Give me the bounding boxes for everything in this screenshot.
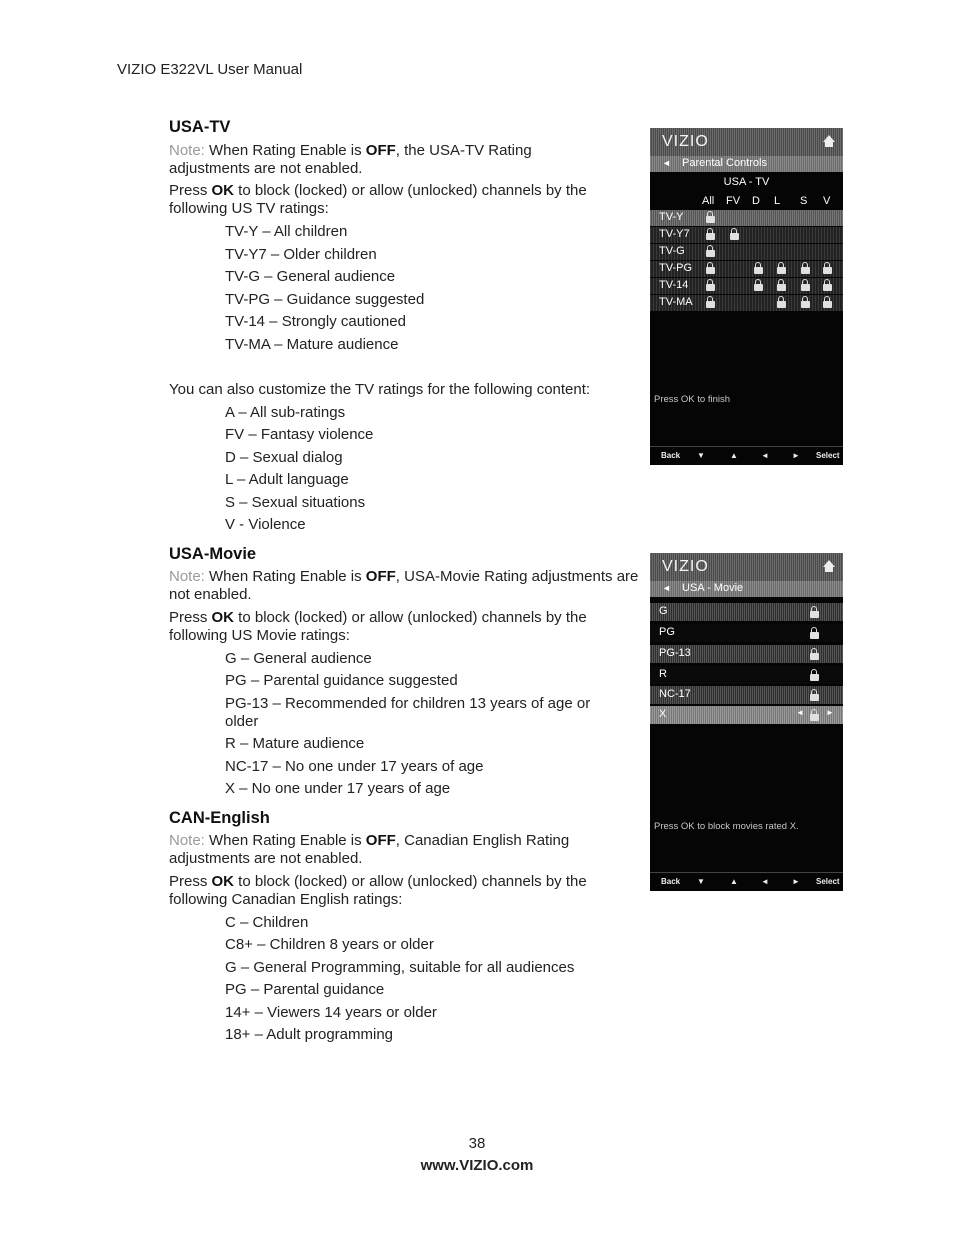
screen-subtitle: USA - TV — [723, 176, 770, 188]
breadcrumb — [650, 156, 843, 172]
movie-rating-row[interactable] — [650, 624, 843, 642]
rating-item: TV-G – General audience — [225, 268, 396, 285]
lock-icon[interactable] — [754, 284, 763, 293]
column-header: S — [800, 195, 808, 207]
column-header: All — [702, 195, 715, 207]
lock-icon[interactable] — [801, 267, 810, 276]
left-arrow-icon[interactable]: ◄ — [761, 451, 769, 460]
home-icon — [823, 560, 835, 567]
lock-icon[interactable] — [823, 267, 832, 276]
vizio-logo: VIZIO — [662, 558, 709, 575]
press-text: Press — [169, 873, 212, 890]
note-text-end: , the USA-TV Rating adjustments are not enabled. — [169, 142, 532, 177]
back-arrow-icon: ◄ — [662, 583, 671, 593]
content-item: A – All sub-ratings — [225, 404, 346, 421]
content-item: FV – Fantasy violence — [225, 426, 374, 443]
lock-icon[interactable] — [777, 284, 786, 293]
breadcrumb-label: Parental Controls — [682, 157, 767, 169]
press-bold: OK — [211, 182, 235, 199]
lock-icon[interactable] — [706, 267, 715, 276]
movie-rating-row-selected[interactable] — [650, 706, 843, 724]
up-arrow-icon[interactable]: ▲ — [730, 451, 738, 460]
movie-row-label: NC-17 — [659, 688, 691, 700]
lock-icon[interactable] — [823, 301, 832, 310]
hint-text: Press OK to finish — [654, 394, 731, 405]
press-text-end: to block (locked) or allow (unlocked) channels by the following US Movie ratings: — [169, 609, 587, 644]
rating-row[interactable] — [650, 210, 843, 226]
column-header: V — [823, 195, 831, 207]
movie-rating-item: R – Mature audience — [225, 735, 365, 752]
content-item: S – Sexual situations — [225, 494, 366, 511]
can-rating-item: C – Children — [225, 914, 309, 931]
remote-hint-bar — [650, 446, 843, 465]
breadcrumb — [650, 581, 843, 597]
column-header: D — [752, 195, 760, 207]
down-arrow-icon[interactable]: ▼ — [697, 451, 705, 460]
page-number: 38 — [468, 1135, 486, 1152]
press-text-end: to block (locked) or allow (unlocked) channels by the following Canadian English ratings: — [169, 873, 587, 908]
lock-icon[interactable] — [801, 301, 810, 310]
left-arrow-icon[interactable]: ◄ — [761, 877, 769, 886]
usa-tv-heading: USA-TV — [169, 118, 231, 136]
column-headers — [650, 195, 843, 209]
lock-icon[interactable] — [706, 233, 715, 242]
movie-rating-item: X – No one under 17 years of age — [225, 780, 451, 797]
rating-item: TV-Y – All children — [225, 223, 348, 240]
can-rating-item: C8+ – Children 8 years or older — [225, 936, 434, 953]
lock-icon[interactable] — [777, 301, 786, 310]
press-text: Press — [169, 182, 212, 199]
rating-row-label: TV-Y7 — [659, 228, 690, 240]
content-item: L – Adult language — [225, 471, 349, 488]
movie-row-label: PG — [659, 626, 675, 638]
rating-row-label: TV-PG — [659, 262, 693, 274]
content-intro: You can also customize the TV ratings for the following content: — [169, 381, 591, 398]
movie-rating-item: NC-17 – No one under 17 years of age — [225, 758, 484, 775]
rating-row[interactable] — [650, 227, 843, 243]
note-label: Note: — [169, 142, 205, 159]
right-arrow-icon[interactable]: ► — [792, 451, 800, 460]
right-arrow-icon[interactable]: ► — [792, 877, 800, 886]
rating-row-label: TV-G — [659, 245, 685, 257]
tv-screenshot-usa-movie — [650, 553, 843, 891]
lock-icon[interactable] — [810, 653, 819, 662]
rating-item: TV-Y7 – Older children — [225, 246, 377, 263]
can-rating-item: 18+ – Adult programming — [225, 1026, 394, 1043]
lock-icon[interactable] — [706, 250, 715, 259]
rating-row[interactable] — [650, 261, 843, 277]
footer-url[interactable]: www.VIZIO.com — [420, 1157, 534, 1174]
note-text-end: , Canadian English Rating adjustments are not enabled. — [169, 832, 570, 867]
lock-icon[interactable] — [823, 284, 832, 293]
note-text: When Rating Enable is — [204, 832, 366, 849]
usa-movie-press — [169, 609, 609, 645]
lock-icon[interactable] — [777, 267, 786, 276]
usa-tv-note — [169, 142, 609, 178]
manual-header: VIZIO E322VL User Manual — [117, 61, 303, 78]
movie-rating-item: PG-13 – Recommended for children 13 years of age or older — [225, 695, 591, 730]
tv-top-bar — [650, 553, 843, 581]
can-rating-item: PG – Parental guidance — [225, 981, 385, 998]
can-rating-item: G – General Programming, suitable for all audiences — [225, 959, 575, 976]
column-header: FV — [726, 195, 741, 207]
tv-top-bar — [650, 128, 843, 156]
remote-hint-bar — [650, 872, 843, 891]
lock-icon[interactable] — [810, 674, 819, 683]
back-arrow-icon: ◄ — [662, 158, 671, 168]
content-item: V - Violence — [225, 516, 306, 533]
right-arrow-icon[interactable]: ► — [826, 708, 834, 717]
lock-icon[interactable] — [706, 301, 715, 310]
movie-rating-item: PG – Parental guidance suggested — [225, 672, 458, 689]
usa-movie-note — [169, 568, 639, 604]
lock-icon[interactable] — [810, 611, 819, 620]
note-text: When Rating Enable is — [204, 568, 366, 585]
content-item: D – Sexual dialog — [225, 449, 343, 466]
can-english-press — [169, 873, 609, 909]
note-bold: OFF — [365, 142, 396, 159]
rating-row-label: TV-MA — [659, 296, 693, 308]
rating-row-label: TV-14 — [659, 279, 689, 291]
select-button[interactable]: Select — [816, 877, 840, 886]
press-text-end: to block (locked) or allow (unlocked) channels by the following US TV ratings: — [169, 182, 587, 217]
press-bold: OK — [211, 609, 235, 626]
rating-row[interactable] — [650, 295, 843, 311]
movie-rating-row[interactable] — [650, 686, 843, 704]
column-header: L — [774, 195, 781, 207]
left-arrow-icon[interactable]: ◄ — [796, 708, 804, 717]
up-arrow-icon[interactable]: ▲ — [730, 877, 738, 886]
down-arrow-icon[interactable]: ▼ — [697, 877, 705, 886]
breadcrumb-label: USA - Movie — [682, 582, 744, 594]
rating-item: TV-MA – Mature audience — [225, 336, 399, 353]
movie-row-label: G — [659, 605, 668, 617]
movie-rating-item: G – General audience — [225, 650, 372, 667]
movie-rating-row[interactable] — [650, 666, 843, 684]
hint-text: Press OK to block movies rated X. — [654, 821, 799, 832]
lock-icon[interactable] — [706, 284, 715, 293]
usa-tv-press — [169, 182, 609, 218]
note-label: Note: — [169, 832, 205, 849]
rating-row-label: TV-Y — [659, 211, 684, 223]
movie-row-label: PG-13 — [659, 647, 691, 659]
movie-rating-row[interactable] — [650, 603, 843, 621]
select-button[interactable]: Select — [816, 451, 840, 460]
note-text-end: , USA-Movie Rating adjustments are not enabled. — [169, 568, 639, 603]
can-rating-item: 14+ – Viewers 14 years or older — [225, 1004, 437, 1021]
usa-movie-heading: USA-Movie — [169, 545, 257, 563]
tv-screenshot-usa-tv — [650, 128, 843, 465]
note-bold: OFF — [365, 568, 396, 585]
vizio-logo: VIZIO — [662, 133, 709, 150]
movie-rating-row[interactable] — [650, 645, 843, 663]
home-icon — [823, 135, 835, 142]
rating-item: TV-PG – Guidance suggested — [225, 291, 425, 308]
lock-icon[interactable] — [801, 284, 810, 293]
back-button[interactable]: Back — [661, 451, 681, 460]
press-bold: OK — [211, 873, 235, 890]
can-english-heading: CAN-English — [169, 809, 270, 827]
movie-row-label: R — [659, 668, 667, 680]
rating-item: TV-14 – Strongly cautioned — [225, 313, 406, 330]
movie-row-label: X — [659, 708, 667, 720]
lock-icon[interactable] — [810, 714, 819, 723]
lock-icon[interactable] — [810, 632, 819, 641]
note-bold: OFF — [365, 832, 396, 849]
rating-row[interactable] — [650, 278, 843, 294]
rating-row[interactable] — [650, 244, 843, 260]
lock-icon[interactable] — [754, 267, 763, 276]
note-label: Note: — [169, 568, 205, 585]
lock-icon[interactable] — [730, 233, 739, 242]
note-text: When Rating Enable is — [204, 142, 366, 159]
lock-icon[interactable] — [706, 216, 715, 225]
press-text: Press — [169, 609, 212, 626]
lock-icon[interactable] — [810, 694, 819, 703]
can-english-note — [169, 832, 609, 868]
back-button[interactable]: Back — [661, 877, 681, 886]
